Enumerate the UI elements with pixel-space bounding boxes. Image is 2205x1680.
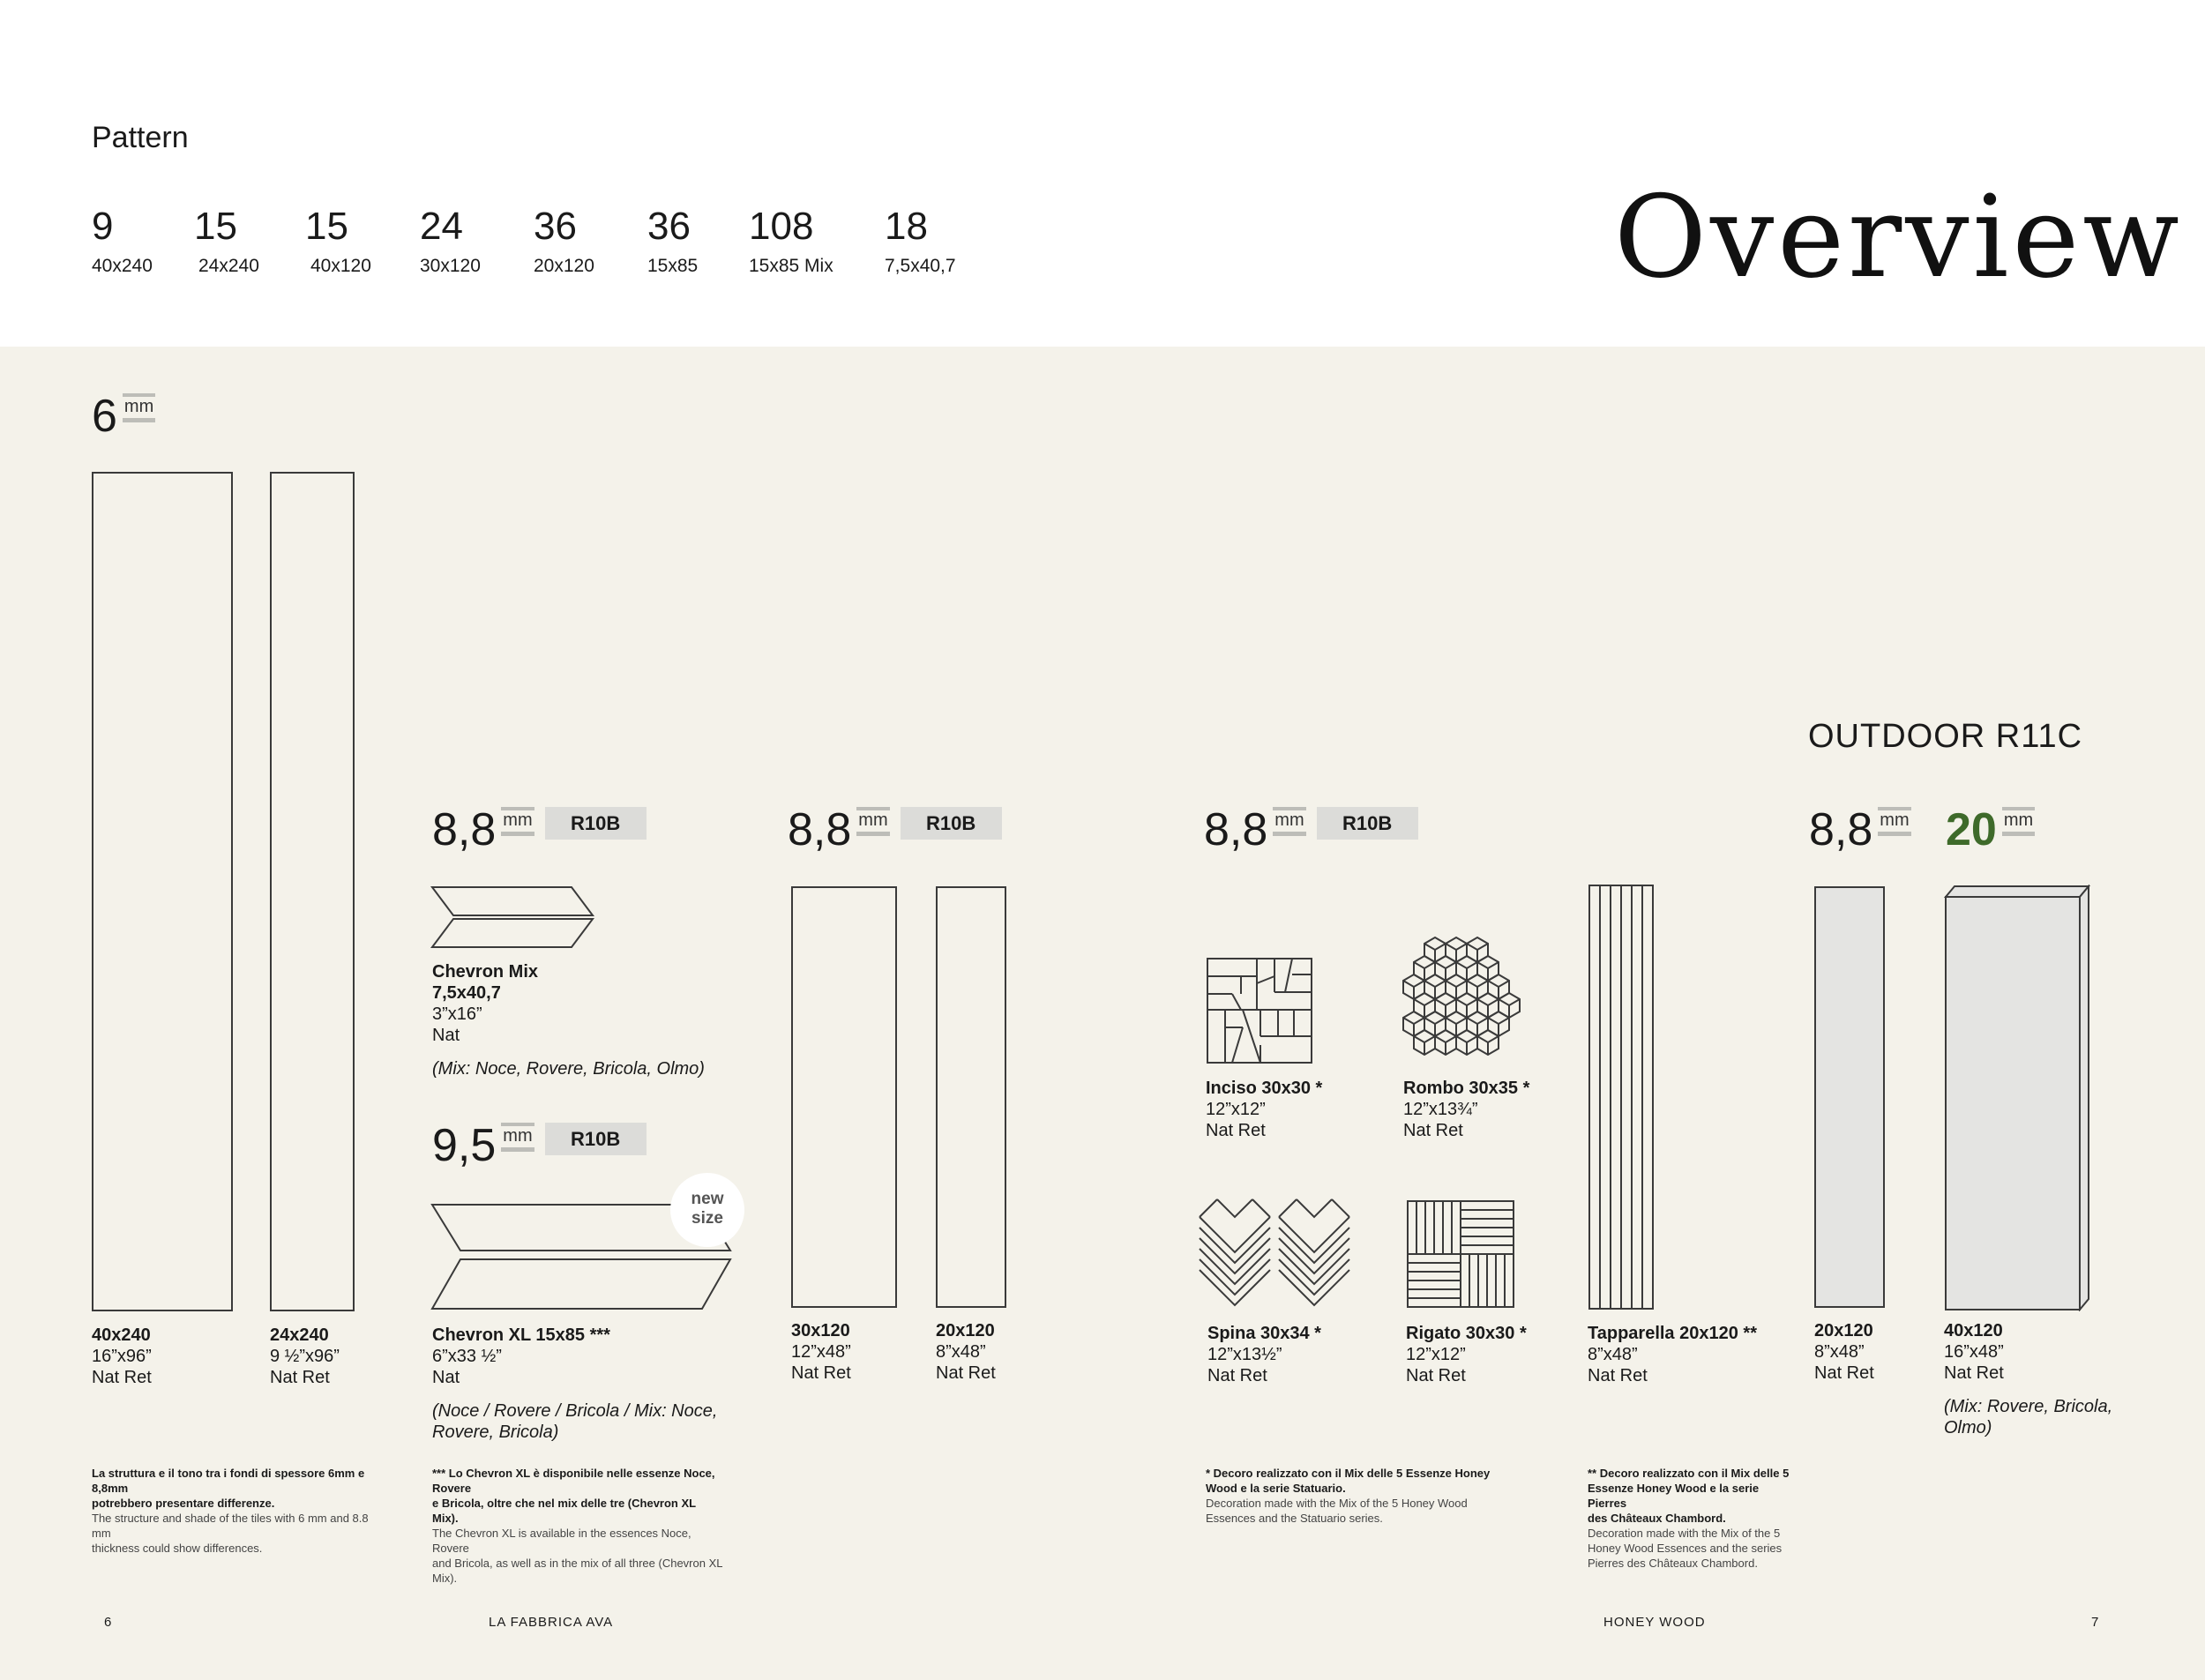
- outdoor-tile-20x120-drawing: [1814, 886, 1885, 1308]
- tapparella-pattern-drawing: [1588, 884, 1655, 1310]
- page-number-right: 7: [2091, 1615, 2100, 1630]
- pattern-label: Pattern: [92, 121, 189, 154]
- page-number-left: 6: [104, 1615, 113, 1630]
- outdoor-tile-40x120-drawing: [1944, 885, 2090, 1311]
- pattern-count: 15: [194, 205, 237, 248]
- pattern-count: 36: [534, 205, 577, 248]
- footer-brand-right: HONEY WOOD: [1603, 1615, 1706, 1630]
- thickness-9-5mm: 9,5 mm R10B: [432, 1123, 647, 1169]
- outdoor-20x120-label: 20x120 8”x48” Nat Ret: [1814, 1321, 1874, 1383]
- pattern-size: 15x85: [647, 256, 699, 276]
- inciso-label: Inciso 30x30 * 12”x12” Nat Ret: [1206, 1079, 1323, 1140]
- pattern-count: 108: [749, 205, 814, 248]
- pattern-count: 9: [92, 205, 114, 248]
- slip-rating-badge: R10B: [1317, 807, 1418, 840]
- tile-40x240-drawing: [92, 472, 233, 1311]
- thickness-8-8mm: 8,8 mm R10B: [788, 807, 1002, 853]
- rigato-label: Rigato 30x30 * 12”x12” Nat Ret: [1406, 1324, 1527, 1385]
- slip-rating-badge: R10B: [545, 807, 647, 840]
- thickness-20mm: 20 mm: [1946, 804, 2034, 855]
- pattern-size: 20x120: [534, 256, 594, 276]
- chevron-mix-label: Chevron Mix 7,5x40,7 3”x16” Nat (Mix: Noce, Rovere, Bricola, Olmo): [432, 962, 705, 1079]
- pattern-size: 24x240: [198, 256, 259, 276]
- pattern-size: 40x240: [92, 256, 153, 276]
- new-size-badge: new size: [670, 1173, 744, 1247]
- slip-rating-badge: R10B: [545, 1123, 647, 1155]
- rigato-pattern-drawing: [1406, 1199, 1515, 1309]
- tapparella-label: Tapparella 20x120 ** 8”x48” Nat Ret: [1588, 1324, 1757, 1385]
- pattern-size: 7,5x40,7: [885, 256, 956, 276]
- tile-30x120-label: 30x120 12”x48” Nat Ret: [791, 1321, 851, 1383]
- pattern-count: 15: [305, 205, 348, 248]
- pattern-size: 40x120: [310, 256, 371, 276]
- tile-30x120-drawing: [791, 886, 897, 1308]
- tile-20x120-label: 20x120 8”x48” Nat Ret: [936, 1321, 996, 1383]
- note-thickness: La struttura e il tono tra i fondi di spessore 6mm e 8,8mm potrebbero presentare differenze. The structure and shade of the tiles with 6 mm and 8.8 mm thickness could show differences.: [92, 1467, 369, 1555]
- thickness-value: 6: [92, 391, 117, 442]
- tile-24x240-drawing: [270, 472, 355, 1311]
- thickness-8-8mm: 8,8 mm: [1809, 804, 1910, 855]
- spina-pattern-drawing: [1192, 1191, 1357, 1310]
- tile-40x240-label: 40x240 16”x96” Nat Ret: [92, 1325, 152, 1387]
- thickness-8-8mm: 8,8 mm R10B: [432, 807, 647, 853]
- note-chevron-xl: *** Lo Chevron XL è disponibile nelle essenze Noce, Rovere e Bricola, oltre che nel mix delle tre (Chevron XL Mix). The Chevron XL is available in the essences Noce, Rovere and Bricola, as well as in the mix of all three (Chevron XL Mix).: [432, 1467, 723, 1585]
- pattern-count: 24: [420, 205, 463, 248]
- pattern-size: 15x85 Mix: [749, 256, 833, 276]
- chevron-mix-drawing: [430, 885, 598, 949]
- outdoor-heading: OUTDOOR R11C: [1808, 718, 2083, 755]
- rombo-pattern-drawing: [1402, 935, 1531, 1067]
- page-title: Overview: [1614, 172, 2183, 303]
- slip-rating-badge: R10B: [901, 807, 1002, 840]
- chevron-xl-label: Chevron XL 15x85 *** 6”x33 ½” Nat (Noce / Rovere / Bricola / Mix: Noce, Rovere, Bricola): [432, 1325, 718, 1442]
- thickness-6mm: [92, 391, 155, 442]
- note-tapparella: ** Decoro realizzato con il Mix delle 5 Essenze Honey Wood e la serie Pierres des Châteaux Chambord. Decoration made with the Mix of the 5 Honey Wood Essences and the series Pierres des Châteaux Chambord.: [1588, 1467, 1790, 1570]
- footer-brand-left: LA FABBRICA AVA: [489, 1615, 614, 1630]
- rombo-label: Rombo 30x35 * 12”x13¾” Nat Ret: [1403, 1079, 1530, 1140]
- tile-24x240-label: 24x240 9 ½”x96” Nat Ret: [270, 1325, 340, 1387]
- note-decor: * Decoro realizzato con il Mix delle 5 Essenze Honey Wood e la serie Statuario. Decoration made with the Mix of the 5 Honey Wood Essences and the Statuario series.: [1206, 1467, 1491, 1525]
- unit-label: mm: [123, 397, 155, 422]
- inciso-pattern-drawing: [1206, 957, 1313, 1064]
- outdoor-40x120-label: 40x120 16”x48” Nat Ret (Mix: Rovere, Bricola, Olmo): [1944, 1321, 2113, 1437]
- spina-label: Spina 30x34 * 12”x13½” Nat Ret: [1207, 1324, 1321, 1385]
- tile-20x120-drawing: [936, 886, 1006, 1308]
- pattern-count: 36: [647, 205, 691, 248]
- pattern-count: 18: [885, 205, 928, 248]
- thickness-8-8mm: 8,8 mm R10B: [1204, 807, 1418, 853]
- pattern-size: 30x120: [420, 256, 481, 276]
